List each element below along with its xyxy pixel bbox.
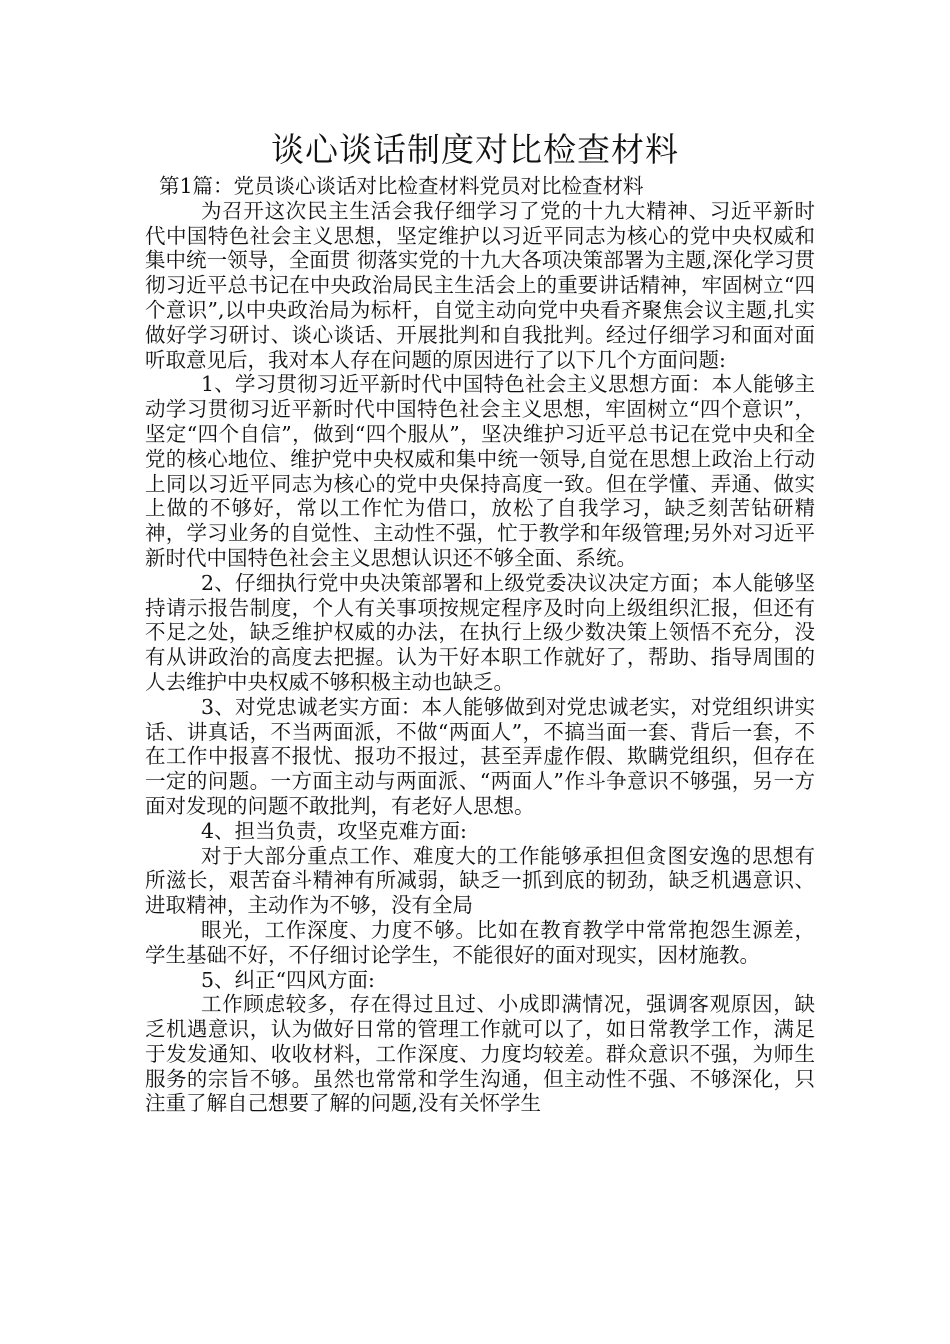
document-body — [145, 174, 815, 1116]
paragraph-item-4-heading: 4、担当负责，攻坚克难方面: — [201, 818, 467, 843]
paragraph-item-4-body: 对于大部分重点工作、难度大的工作能够承担但贪图安逸的思想有所滋长，艰苦奋斗精神有所减弱，缺乏一抓到底的韧劲，缺乏机遇意识、进取精神，主动作为不够，没有全局 — [145, 843, 815, 918]
paragraph-item-5-heading: 5、纠正“四风方面: — [201, 967, 375, 992]
paragraph-item-1: 1、学习贯彻习近平新时代中国特色社会主义思想方面：本人能够主动学习贯彻习近平新时代中国特色社会主义思想，牢固树立“四个意识”，坚定“四个自信”，做到“四个服从”，坚决维护习近平总书记在党中央和全党的核心地位、维护党中央权威和集中统一领导,自觉在思想上政治上行动上同以习近平同志为核心的党中央保持高度一致。但在学懂、弄通、做实上做的不够好，常以工作忙为借口，放松了自我学习，缺乏刻苦钻研精神，学习业务的自觉性、主动性不强，忙于教学和年级管理;另外对习近平新时代中国特色社会主义思想认识还不够全面、系统。 — [145, 372, 815, 570]
paragraph-item-4-continued: 眼光，工作深度、力度不够。比如在教育教学中常常抱怨生源差，学生基础不好，不仔细讨论学生，不能很好的面对现实，因材施教。 — [145, 917, 815, 967]
paragraph-intro: 为召开这次民主生活会我仔细学习了党的十九大精神、习近平新时代中国特色社会主义思想，坚定维护以习近平同志为核心的党中央权威和集中统一领导，全面贯 彻落实党的十九大各项决策部署为主题,深化学习贯彻习近平总书记在中央政治局民主生活会上的重要讲话精神，牢固树立“四个意识”,以中央政治局为标杆，自觉主动向党中央看齐聚焦会议主题,扎实做好学习研讨、谈心谈话、开展批判和自我批判。经过仔细学习和面对面听取意见后，我对本人存在问题的原因进行了以下几个方面问题: — [145, 198, 815, 372]
document-title: 谈心谈话制度对比检查材料 — [271, 130, 679, 169]
section-heading: 第1篇：党员谈心谈话对比检查材料党员对比检查材料 — [159, 174, 644, 198]
paragraph-item-3: 3、对党忠诚老实方面：本人能够做到对党忠诚老实，对党组织讲实话、讲真话，不当两面派，不做“两面人”，不搞当面一套、背后一套，不在工作中报喜不报忧、报功不报过，甚至弄虚作假、欺瞒党组织，但存在一定的问题。一方面主动与两面派、“两面人”作斗争意识不够强，另一方面对发现的问题不敢批判，有老好人思想。 — [145, 694, 815, 818]
paragraph-item-2: 2、仔细执行党中央决策部署和上级党委决议决定方面；本人能够坚持请示报告制度，个人有关事项按规定程序及时向上级组织汇报，但还有不足之处，缺乏维护权威的办法，在执行上级少数决策上领悟不充分，没有从讲政治的高度去把握。认为干好本职工作就好了，帮助、指导周围的人去维护中央权威不够积极主动也缺乏。 — [145, 570, 815, 694]
paragraph-item-5-body: 工作顾虑较多，存在得过且过、小成即满情况，强调客观原因，缺乏机遇意识，认为做好日常的管理工作就可以了，如日常教学工作，满足于发发通知、收收材料，工作深度、力度均较差。群众意识不强，为师生服务的宗旨不够。虽然也常常和学生沟通，但主动性不强、不够深化，只注重了解自己想要了解的问题,没有关怀学生 — [145, 992, 815, 1116]
